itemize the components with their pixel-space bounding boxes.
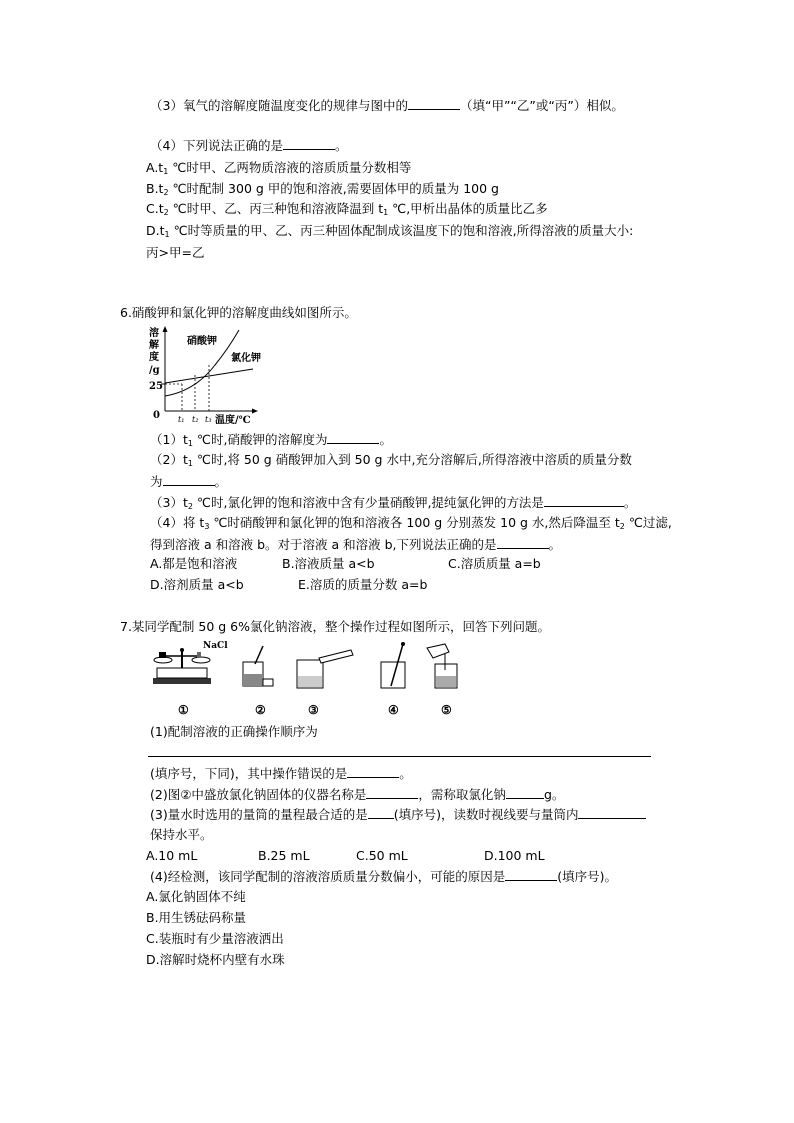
q6-part2-cont: 为 。 (150, 474, 228, 489)
q7-opt4-d: D.溶解时烧杯内壁有水珠 (146, 952, 285, 967)
q6-part3: $(3)t_2$ ℃时,氯化钾的饱和溶液中含有少量硝酸钾,提纯氯化钾的方法是 。 (150, 495, 637, 511)
q7-opt4-b: B.用生锈砝码称量 (146, 910, 247, 925)
q5-option-d: $D.t_1$ ℃时等质量的甲、乙、丙三种固体配制成该温度下的饱和溶液,所得溶液的质量大小: (146, 223, 634, 239)
step-label-4: ④ (388, 703, 399, 717)
q6-part2: $(2)t_1$ ℃时,将 50 g 硝酸钾加入到 50 g 水中,充分溶解后,所得溶液中溶质的质量分数 (150, 452, 632, 468)
q6-part2-blank[interactable] (163, 473, 215, 486)
q7-opt4-c: C.装瓶时有少量溶液洒出 (146, 931, 284, 946)
q6-option-a: A.都是饱和溶液 (150, 556, 238, 571)
chart-xtick-t1: t₁ (178, 415, 185, 424)
balance-icon (153, 648, 211, 684)
q6-part1-blank[interactable] (327, 431, 379, 444)
chart-xtick-t3: t₃ (205, 415, 212, 424)
chart-ylabel-4: /g (149, 365, 160, 376)
chart-y-arrow (163, 326, 168, 332)
q6-part4-cont: 得到溶液 a 和溶液 b。对于溶液 a 和溶液 b,下列说法正确的是 。 (150, 537, 562, 552)
q7-part4-blank[interactable] (505, 868, 557, 881)
label-potassium-nitrate: 硝酸钾 (187, 336, 217, 347)
q7-part1-error-blank[interactable] (347, 765, 399, 778)
q7-part2-blank-2[interactable] (506, 786, 544, 799)
q6-part3-blank[interactable] (544, 494, 624, 507)
step-label-1: ① (178, 703, 189, 717)
chart-origin: 0 (153, 410, 160, 421)
q7-part2: (2)图②中盛放氯化钠固体的仪器名称是 ，需称取氯化钠 g。 (150, 787, 565, 802)
q5-part4: （4）下列说法正确的是 。 (150, 138, 348, 153)
q7-title: 7.某同学配制 50 g 6%氯化钠溶液，整个操作过程如图所示，回答下列问题。 (120, 619, 551, 634)
chart-ytick-25: 25 (149, 381, 163, 392)
q5-option-b: $B.t_2$ ℃时配制 300 g 甲的饱和溶液,需要固体甲的质量为 100 g (146, 181, 499, 197)
chart-ylabel-3: 度 (149, 352, 159, 363)
chart-x-arrow (252, 409, 258, 414)
chart-xlabel: 温度/℃ (215, 415, 251, 425)
q6-option-e: E.溶质的质量分数 a=b (298, 577, 428, 592)
chart-xtick-t2: t₂ (192, 415, 199, 424)
q7-opt3-c: C.50 mL (356, 848, 408, 863)
chart-ylabel-2: 解 (149, 340, 159, 351)
q7-part3-blank-2[interactable] (578, 806, 646, 819)
q7-part3-cont: 保持水平。 (150, 827, 213, 842)
q7-opt4-a: A.氯化钠固体不纯 (146, 889, 246, 904)
q5-part4-blank[interactable] (283, 137, 335, 150)
beaker-icon (297, 650, 353, 688)
q7-part1: (1)配制溶液的正确操作顺序为 (150, 724, 318, 739)
q6-part4: （4）将 $t_3$ ℃时硝酸钾和氯化钾的饱和溶液各 100 g 分别蒸发 10 g 水,然后降温至 $t_2$ ℃过滤, (150, 515, 672, 531)
step-label-3: ③ (308, 703, 319, 717)
q6-part4-blank[interactable] (497, 536, 549, 549)
pouring-bottle-icon (427, 644, 457, 688)
q7-opt3-d: D.100 mL (484, 848, 545, 863)
q7-opt3-b: B.25 mL (258, 848, 310, 863)
q7-opt3-a: A.10 mL (146, 848, 198, 863)
q6-option-d: D.溶剂质量 a<b (150, 577, 244, 592)
curve-potassium-chloride (165, 369, 253, 383)
chart-ylabel-1: 溶 (149, 328, 159, 339)
q7-part3-blank-1[interactable] (368, 806, 394, 819)
q7-part1-cont: (填序号，下同)，其中操作错误的是 。 (150, 766, 412, 781)
solubility-chart (143, 325, 273, 425)
q6-part1: $(1)t_1$ ℃时,硝酸钾的溶解度为 。 (150, 432, 392, 448)
step-label-5: ⑤ (441, 703, 452, 717)
reagent-bottle-icon (243, 646, 273, 686)
q7-part3: (3)量水时选用的量筒的量程最合适的是 (填序号)，读数时视线要与量筒内 (150, 806, 646, 823)
q5-option-d-cont: 丙>甲=乙 (146, 245, 205, 260)
stirring-beaker-icon (381, 642, 405, 688)
q7-part2-blank-1[interactable] (366, 786, 418, 799)
q5-part3: （3）氧气的溶解度随温度变化的规律与图中的 （填“甲”“乙”或“丙”）相似。 (150, 98, 624, 113)
q7-procedure-figure (145, 638, 475, 718)
label-potassium-chloride: 氯化钾 (231, 353, 261, 364)
q5-part3-blank[interactable] (408, 97, 460, 110)
q6-option-c: C.溶质质量 a=b (448, 556, 541, 571)
q7-part4: (4)经检测，该同学配制的溶液溶质质量分数偏小，可能的原因是 (填序号)。 (150, 869, 617, 884)
q5-option-c: $C.t_2$ ℃时甲、乙、丙三种饱和溶液降温到 $t_1$ ℃,甲析出晶体的质量比乙多 (146, 201, 548, 217)
step-label-2: ② (255, 703, 266, 717)
nacl-label: NaCl (203, 641, 228, 651)
q5-option-a: $A.t_1$ ℃时甲、乙两物质溶液的溶质质量分数相等 (146, 160, 412, 176)
q6-option-b: B.溶液质量 a<b (282, 556, 375, 571)
q7-part1-blank[interactable] (148, 752, 651, 757)
q6-title: 6.硝酸钾和氯化钾的溶解度曲线如图所示。 (120, 305, 357, 320)
